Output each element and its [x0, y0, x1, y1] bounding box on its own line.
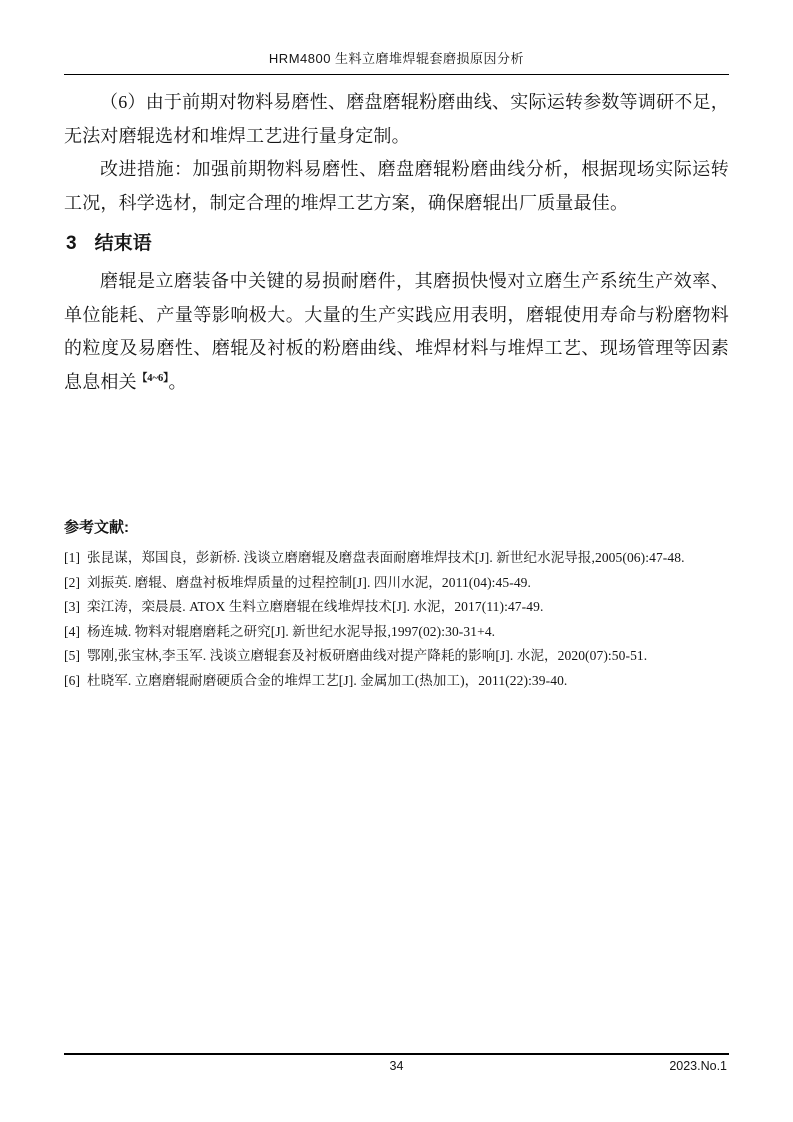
section-heading-conclusion	[66, 229, 729, 259]
reference-text: 栾江涛，栾晨晨. ATOX 生料立磨磨辊在线堆焊技术[J]. 水泥，2017(11):47-49.	[87, 599, 544, 615]
page-footer	[64, 1053, 729, 1079]
citation-superscript: 【4~6】	[136, 372, 169, 384]
page-number: 34	[389, 1059, 404, 1073]
section-title: 结束语	[94, 233, 152, 254]
running-header	[64, 48, 729, 75]
reference-label: [3]	[64, 599, 81, 615]
reference-item	[64, 644, 729, 669]
reference-text: 杨连城. 物料对辊磨磨耗之研究[J]. 新世纪水泥导报,1997(02):30-31+4.	[87, 623, 496, 639]
conclusion-text: 磨辊是立磨装备中关键的易损耐磨件，其磨损快慢对立磨生产系统生产效率、单位能耗、产量等影响极大。大量的生产实践应用表明，磨辊使用寿命与粉磨物料的粒度及易磨性、磨辊及衬板的粉磨曲线、堆焊材料与堆焊工艺、现场管理等因素息息相关	[64, 271, 729, 392]
reference-item	[64, 620, 729, 645]
running-header-title: HRM4800 生料立磨堆焊辊套磨损原因分析	[268, 51, 525, 66]
issue-number: 2023.No.1	[669, 1059, 727, 1073]
paragraph-conclusion	[64, 265, 729, 399]
reference-label: [5]	[64, 648, 81, 664]
reference-label: [2]	[64, 574, 81, 590]
section-number: 3	[66, 233, 77, 254]
reference-text: 鄂刚,张宝林,李玉军. 浅谈立磨辊套及衬板研磨曲线对提产降耗的影响[J]. 水泥，2020(07):50-51.	[87, 648, 648, 664]
paragraph-improvement-measures: 改进措施：加强前期物料易磨性、磨盘磨辊粉磨曲线分析，根据现场实际运转工况，科学选材，制定合理的堆焊工艺方案，确保磨辊出厂质量最佳。	[64, 159, 729, 213]
reference-item	[64, 669, 729, 694]
reference-text: 张昆谋，郑国良，彭新桥. 浅谈立磨磨辊及磨盘表面耐磨堆焊技术[J]. 新世纪水泥导报,2005(06):47-48.	[87, 550, 685, 565]
reference-label: [6]	[64, 672, 81, 688]
paragraph-item-6: （6）由于前期对物料易磨性、磨盘磨辊粉磨曲线、实际运转参数等调研不足，无法对磨辊选材和堆焊工艺进行量身定制。	[64, 92, 729, 146]
reference-text: 刘振英. 磨辊、磨盘衬板堆焊质量的过程控制[J]. 四川水泥，2011(04):45-49.	[87, 574, 532, 590]
reference-item	[64, 571, 729, 596]
reference-text: 杜晓军. 立磨磨辊耐磨硬质合金的堆焊工艺[J]. 金属加工(热加工)，2011(22):39-40.	[87, 672, 568, 688]
references-section	[64, 517, 729, 694]
reference-label: [4]	[64, 623, 81, 639]
reference-item	[64, 546, 729, 571]
references-heading: 参考文献:	[64, 519, 129, 536]
reference-label: [1]	[64, 550, 81, 565]
conclusion-tail: 。	[168, 371, 187, 392]
page-body	[64, 86, 729, 694]
reference-item	[64, 595, 729, 620]
